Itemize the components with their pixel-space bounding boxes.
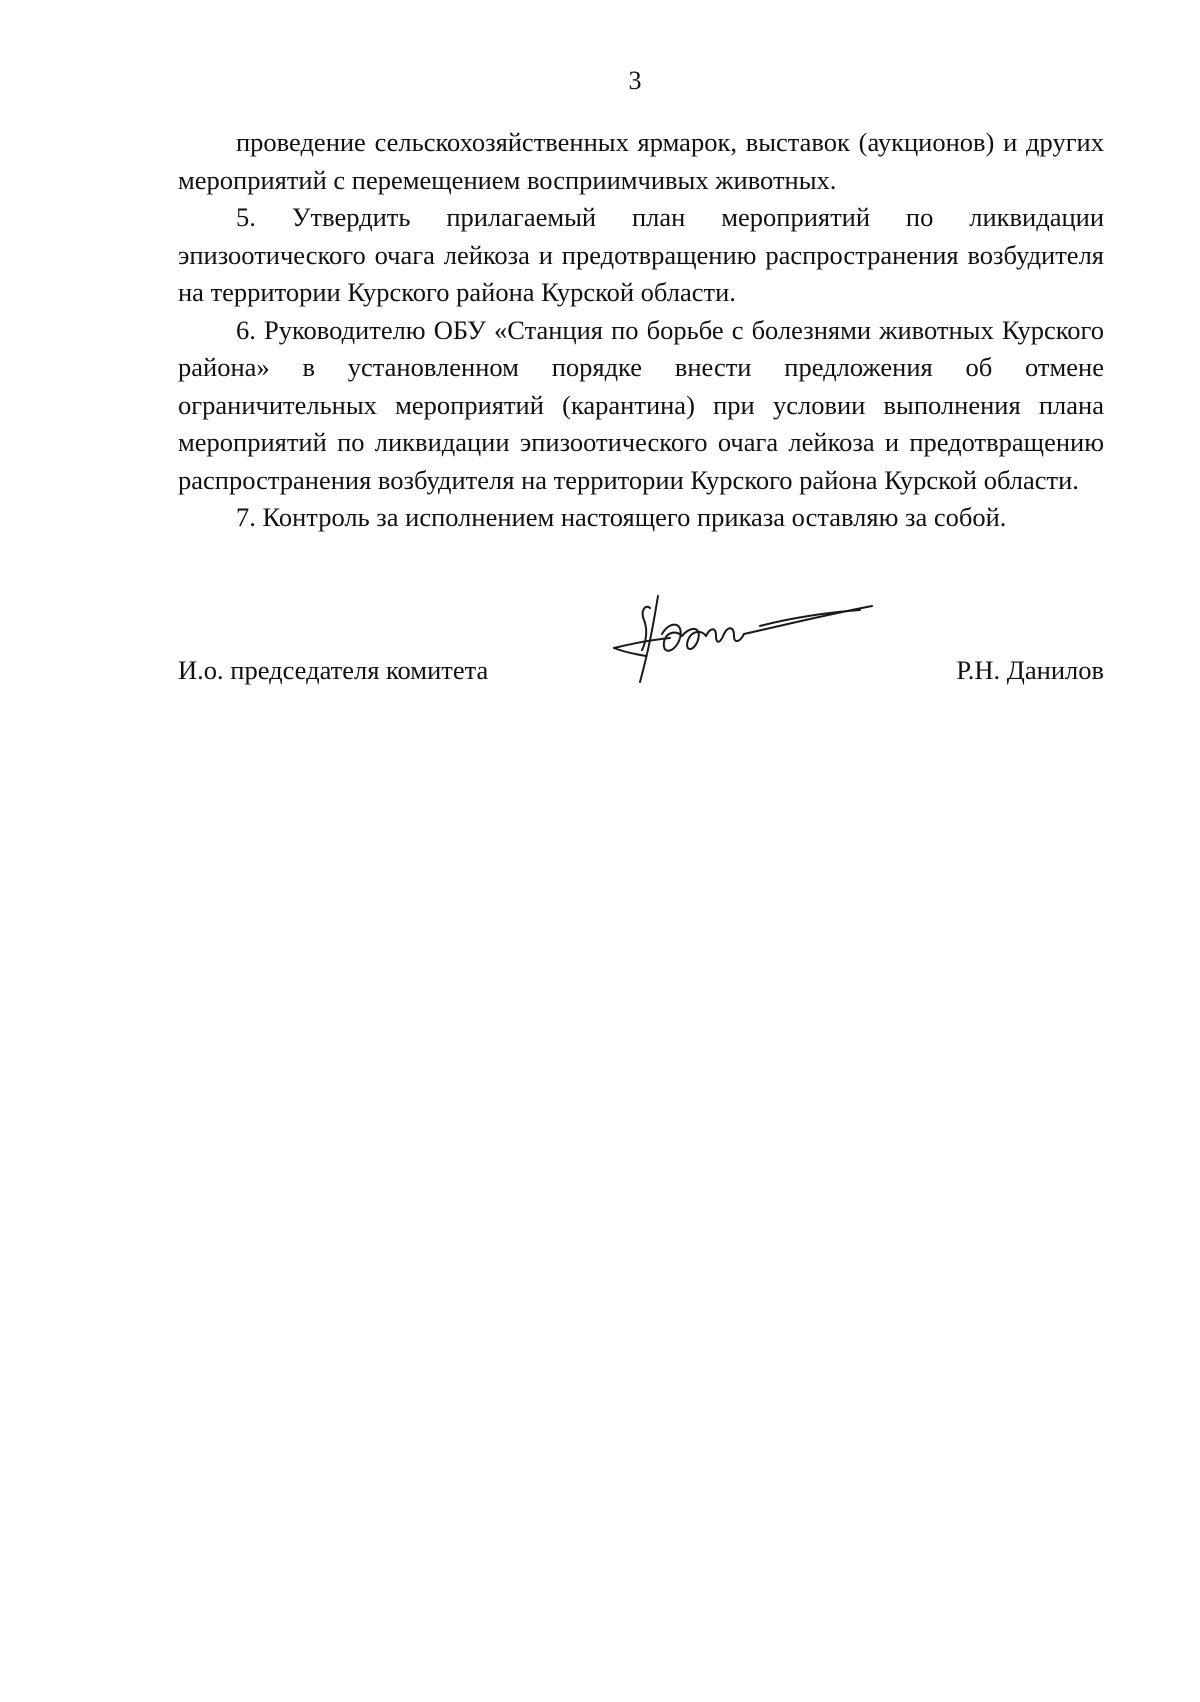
paragraph-item-7: 7. Контроль за исполнением настоящего приказа оставляю за собой. (236, 502, 1007, 532)
page-number: 3 (628, 66, 642, 95)
paragraph-continuation: проведение сельскохозяйственных ярмарок, выставок (аукционов) и других мероприятий с перемещением восприимчивых животных. (178, 127, 1104, 195)
paragraph-item-6: 6. Руководителю ОБУ «Станция по борьбе с болезнями животных Курского района» в установленном порядке внести предложения об отмене ограничительных мероприятий (карантина) при условии выполнения плана мероприятий по ликвидации эпизоотического очага лейкоза и предотвращению распространения возбудителя на территории Курского района Курской области. (178, 314, 1104, 495)
paragraph-item-5: 5. Утвердить прилагаемый план мероприятий по ликвидации эпизоотического очага лейкоза и предотвращению распространения возбудителя на территории Курского района Курской области. (178, 202, 1104, 307)
signature-block (178, 652, 1104, 688)
document-body (178, 124, 1104, 537)
signatory-position: И.о. председателя комитета (178, 655, 489, 685)
signatory-name: Р.Н. Данилов (956, 655, 1104, 685)
